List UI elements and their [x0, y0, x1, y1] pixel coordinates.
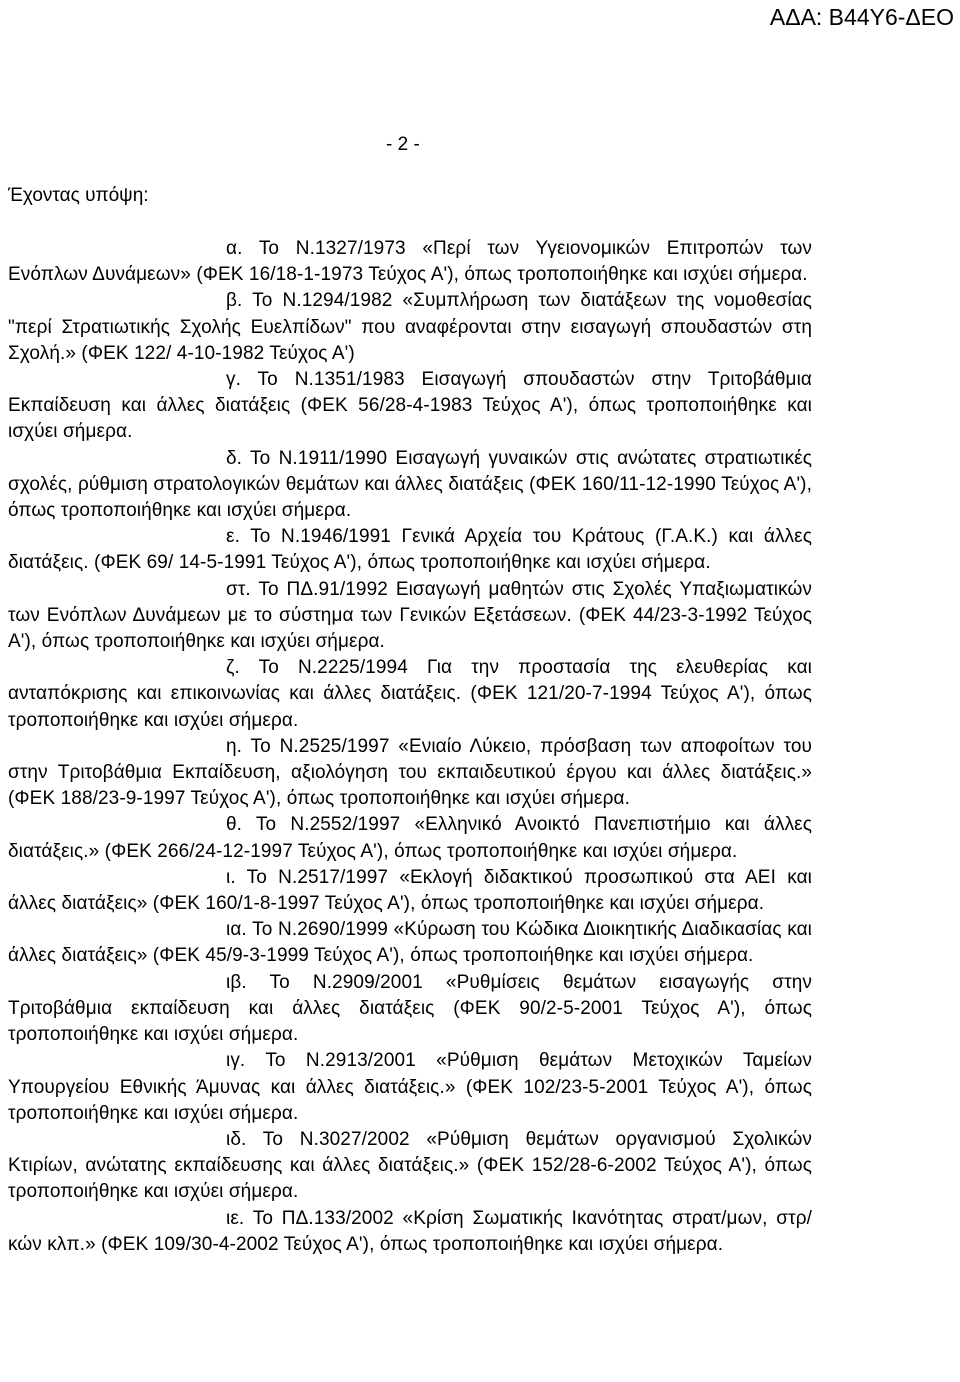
list-item	[8, 367, 812, 446]
item-text: Το ΠΔ.133/2002 «Κρίση Σωματικής Ικανότητας στρατ/μων, στρ/κών κλπ.» (ΦΕΚ 109/30-4-2002 Τεύχος Α'), όπως τροποποιήθηκε και ισχύει σήμερα.	[8, 1207, 812, 1255]
list-item	[8, 865, 812, 917]
item-text: Το ΠΔ.91/1992 Εισαγωγή μαθητών στις Σχολές Υπαξιωματικών των Ενόπλων Δυνάμεων με το σύστημα των Γενικών Εξετάσεων. (ΦΕΚ 44/23-3-1992 Τεύχος Α'), όπως τροποποιήθηκε και ισχύει σήμερα.	[8, 578, 812, 653]
intro-heading: Έχοντας υπόψη:	[8, 185, 149, 206]
item-label: ιγ.	[226, 1050, 246, 1072]
list-item	[8, 734, 812, 813]
list-item	[8, 1206, 812, 1258]
item-text: Το Ν.2690/1999 «Κύρωση του Κώδικα Διοικητικής Διαδικασίας και άλλες διατάξεις» (ΦΕΚ 45/9-3-1999 Τεύχος Α'), όπως τροποποιήθηκε και ισχύει σήμερα.	[8, 919, 812, 967]
item-text: Το Ν.2225/1994 Για την προστασία της ελευθερίας και ανταπόκρισης και επικοινωνίας και άλλες διατάξεις. (ΦΕΚ 121/20-7-1994 Τεύχος Α'), όπως τροποποιήθηκε και ισχύει σήμερα.	[8, 657, 812, 731]
item-text: Το Ν.2517/1997 «Εκλογή διδακτικού προσωπικού στα ΑΕΙ και άλλες διατάξεις» (ΦΕΚ 160/1-8-1997 Τεύχος Α'), όπως τροποποιήθηκε και ισχύει σήμερα.	[8, 866, 812, 915]
list-item	[8, 1127, 812, 1206]
item-text: Το Ν.1946/1991 Γενικά Αρχεία του Κράτους (Γ.Α.Κ.) και άλλες διατάξεις. (ΦΕΚ 69/ 14-5-1991 Τεύχος Α'), όπως τροποποιήθηκε και ισχύει σήμερα.	[8, 526, 812, 574]
list-item	[8, 917, 812, 969]
item-text: Το Ν.2552/1997 «Ελληνικό Ανοικτό Πανεπιστήμιο και άλλες διατάξεις.» (ΦΕΚ 266/24-12-1997 Τεύχος Α'), όπως τροποποιήθηκε και ισχύει σήμερα.	[8, 814, 812, 862]
list-item	[8, 446, 812, 525]
item-label: γ.	[226, 369, 241, 391]
item-label: β.	[226, 290, 243, 312]
item-label: θ.	[226, 814, 243, 836]
list-item	[8, 236, 812, 288]
item-label: ιβ.	[226, 971, 247, 993]
list-item	[8, 655, 812, 734]
item-label: ια.	[226, 919, 247, 941]
list-item	[8, 577, 812, 656]
list-item	[8, 812, 812, 864]
item-label: δ.	[226, 447, 243, 469]
list-item	[8, 524, 812, 576]
list-item	[8, 1048, 812, 1127]
item-text: Το Ν.1351/1983 Εισαγωγή σπουδαστών στην Τριτοβάθμια Εκπαίδευση και άλλες διατάξεις (ΦΕΚ 56/28-4-1983 Τεύχος Α'), όπως τροποποιήθηκε και ισχύει σήμερα.	[8, 369, 812, 443]
item-label: ι.	[226, 866, 236, 888]
item-text: Το Ν.3027/2002 «Ρύθμιση θεμάτων οργανισμού Σχολικών Κτιρίων, ανώτατης εκπαίδευσης και άλλες διατάξεις.» (ΦΕΚ 152/28-6-2002 Τεύχος Α'), όπως τροποποιήθηκε και ισχύει σήμερα.	[8, 1128, 812, 1203]
item-text: Το Ν.1327/1973 «Περί των Υγειονομικών Επιτροπών των Ενόπλων Δυνάμεων» (ΦΕΚ 16/18-1-1973 Τεύχος Α'), όπως τροποποιήθηκε και ισχύει σήμερα.	[8, 238, 812, 286]
item-label: η.	[226, 735, 243, 757]
item-label: ιδ.	[226, 1128, 247, 1150]
item-text: Το Ν.2909/2001 «Ρυθμίσεις θεμάτων εισαγωγής στην Τριτοβάθμια εκπαίδευση και άλλες διατάξεις (ΦΕΚ 90/2-5-2001 Τεύχος Α'), όπως τροποποιήθηκε και ισχύει σήμερα.	[8, 971, 812, 1046]
item-text: Το Ν.2525/1997 «Ενιαίο Λύκειο, πρόσβαση των αποφοίτων του στην Τριτοβάθμια Εκπαίδευση, αξιολόγηση του εκπαιδευτικού έργου και άλλες διατάξεις.» (ΦΕΚ 188/23-9-1997 Τεύχος Α'), όπως τροποποιήθηκε και ισχύει σήμερα.	[8, 735, 812, 810]
legal-references-list	[8, 236, 812, 1258]
page-number: - 2 -	[386, 134, 420, 155]
item-label: ε.	[226, 526, 240, 548]
item-label: ζ.	[226, 657, 240, 679]
item-label: στ.	[226, 578, 251, 600]
item-text: Το Ν.1294/1982 «Συμπλήρωση των διατάξεων της νομοθεσίας "περί Στρατιωτικής Σχολής Ευελπίδων" που αναφέρονται στην εισαγωγή σπουδαστών στη Σχολή.» (ΦΕΚ 122/ 4-10-1982 Τεύχος Α')	[8, 290, 812, 364]
list-item	[8, 288, 812, 367]
item-label: ιε.	[226, 1207, 245, 1229]
item-label: α.	[226, 238, 243, 259]
item-text: Το Ν.2913/2001 «Ρύθμιση θεμάτων Μετοχικών Ταμείων Υπουργείου Εθνικής Άμυνας και άλλες διατάξεις.» (ΦΕΚ 102/23-5-2001 Τεύχος Α'), όπως τροποποιήθηκε και ισχύει σήμερα.	[8, 1050, 812, 1124]
item-text: Το Ν.1911/1990 Εισαγωγή γυναικών στις ανώτατες στρατιωτικές σχολές, ρύθμιση στρατολογικών θεμάτων και άλλες διατάξεις (ΦΕΚ 160/11-12-1990 Τεύχος Α'), όπως τροποποιήθηκε και ισχύει σήμερα.	[8, 447, 812, 522]
list-item	[8, 970, 812, 1049]
ada-code: ΑΔΑ: Β44Υ6-ΔΕΟ	[769, 4, 954, 30]
